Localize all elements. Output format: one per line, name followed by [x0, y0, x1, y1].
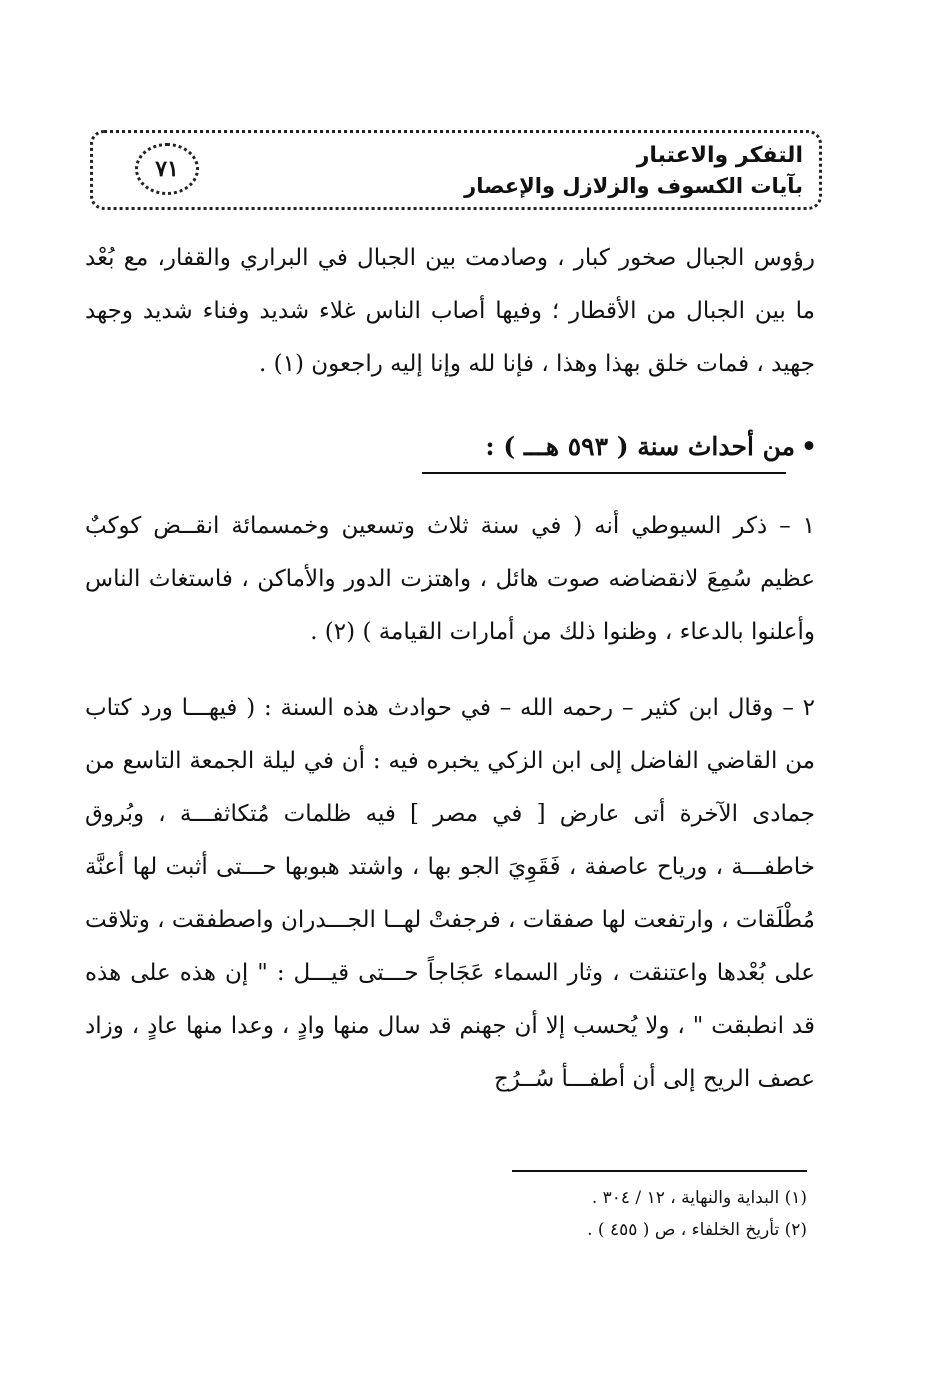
running-header	[90, 130, 822, 210]
book-title-line-2: بآيات الكسوف والزلازل والإعصار	[464, 174, 803, 198]
header-titles	[464, 141, 803, 201]
intro-paragraph: رؤوس الجبال صخور كبار ، وصادمت بين الجبال في البراري والقفار، مع بُعْد ما بين الجبال من الأقطار ؛ وفيها أصاب الناس غلاء شديد وفناء شديد وجهد جهيد ، فمات خلق بهذا وهذا ، فإنا لله وإنا إليه راجعون (١) .	[85, 245, 816, 377]
paragraph-2-block	[85, 682, 815, 1106]
heading-underline	[422, 472, 786, 474]
page-number: ٧١	[135, 143, 199, 195]
bullet-icon: •	[801, 432, 817, 461]
section-heading-text: من أحداث سنة ( ٥٩٣ هـــ ) :	[485, 432, 796, 461]
paragraph-1-block	[85, 500, 815, 659]
paragraph-1: ١ – ذكر السيوطي أنه ( في سنة ثلاث وتسعين وخمسمائة انقــض كوكبٌ عظيم سُمِعَ لانقضاضه صوت هائل ، واهتزت الدور والأماكن ، فاستغاث الناس وأعلنوا بالدعاء ، وظنوا ذلك من أمارات القيامة ) (٢) .	[85, 513, 815, 645]
footnotes	[587, 1182, 807, 1246]
footnote-1: (١) البداية والنهاية ، ١٢ / ٣٠٤ .	[591, 1188, 807, 1208]
footnote-separator	[512, 1170, 807, 1172]
paragraph-2: ٢ – وقال ابن كثير – رحمه الله – في حوادث هذه السنة : ( فيهـــا ورد كتاب من القاضي الفاضل إلى ابن الزكي يخبره فيه : أن في ليلة الجمعة التاسع من جمادى الآخرة أتى عارض [ في مصر ] فيه ظلمات مُتكاثفـــة ، وبُروق خاطفـــة ، ورياح عاصفة ، فَقَوِيَ الجو بها ، واشتد هبوبها حـــتى أثبت لها أعنَّة مُطْلَقات ، وارتفعت لها صفقات ، فرجفتْ لهــا الجـــدران واصطفقت ، وتلاقت على بُعْدها واعتنقت ، وثار السماء عَجَاجاً حـــتى قيـــل : " إن هذه على هذه قد انطبقت " ، ولا يُحسب إلا أن جهنم قد سال منها وادٍ ، وعدا منها عادٍ ، وزاد عصف الريح إلى أن أطفـــأ سُــرُج	[85, 695, 815, 1092]
intro-paragraph-block	[85, 232, 815, 391]
footnote-2: (٢) تأريخ الخلفاء ، ص ( ٤٥٥ ) .	[587, 1220, 807, 1240]
book-title-line-1: التفكر والاعتبار	[636, 143, 803, 168]
section-heading	[485, 425, 817, 469]
